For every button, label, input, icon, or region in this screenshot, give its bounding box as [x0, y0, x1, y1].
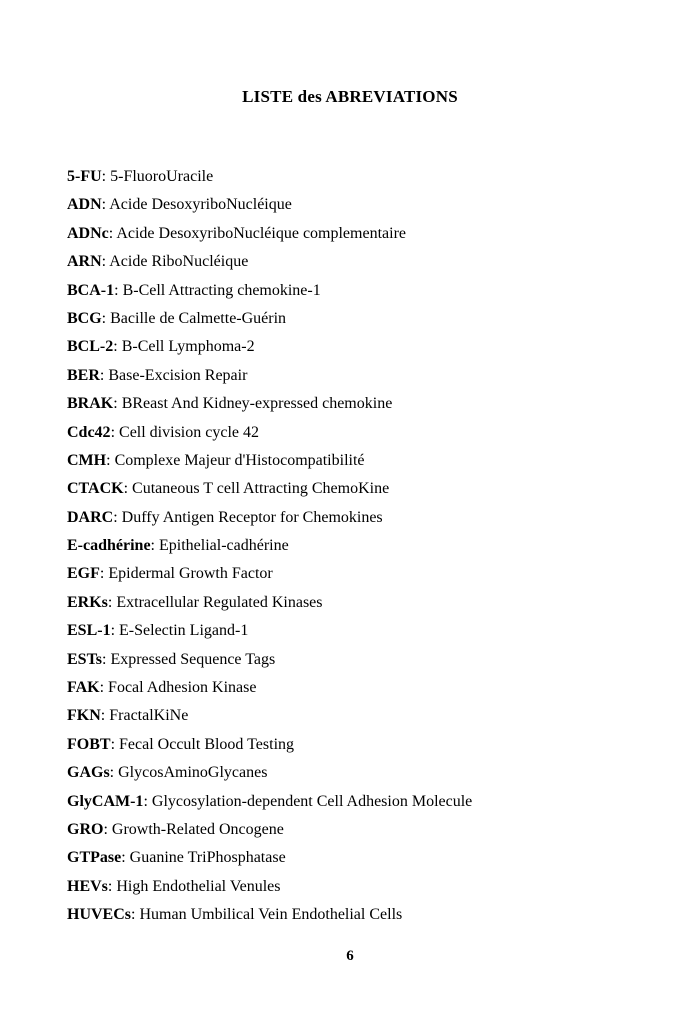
separator: : [131, 906, 140, 924]
separator: : [113, 508, 122, 526]
abbreviation-term: ARN [67, 253, 102, 271]
separator: : [108, 224, 117, 242]
abbreviation-entry [67, 220, 667, 248]
abbreviation-term: BCA-1 [67, 281, 115, 299]
abbreviation-definition: Guanine TriPhosphatase [129, 849, 286, 867]
abbreviation-entry [67, 560, 667, 588]
abbreviation-entry [67, 901, 667, 929]
abbreviation-entry [67, 447, 667, 475]
abbreviation-definition: Acide DesoxyriboNucléique [109, 196, 292, 214]
separator: : [106, 451, 115, 469]
abbreviation-entry [67, 674, 667, 702]
page-title: LISTE des ABREVIATIONS [242, 87, 458, 106]
separator: : [103, 820, 112, 838]
abbreviation-definition: Duffy Antigen Receptor for Chemokines [121, 508, 383, 526]
abbreviation-definition: Epithelial-cadhérine [159, 537, 289, 555]
abbreviation-entry [67, 873, 667, 901]
abbreviation-entry [67, 816, 667, 844]
abbreviation-definition: Human Umbilical Vein Endothelial Cells [139, 906, 403, 924]
separator: : [101, 196, 110, 214]
separator: : [110, 735, 120, 753]
page-number: 6 [346, 948, 354, 964]
abbreviation-entry [67, 305, 667, 333]
abbreviation-definition: Expressed Sequence Tags [110, 650, 276, 668]
abbreviation-term: GAGs [67, 764, 110, 782]
separator: : [100, 707, 110, 725]
abbreviation-entry [67, 277, 667, 305]
separator: : [150, 537, 159, 555]
abbreviation-entry [67, 163, 667, 191]
abbreviation-definition: Acide RiboNucléique [109, 253, 249, 271]
abbreviation-term: ESTs [67, 650, 102, 668]
separator: : [113, 338, 122, 356]
abbreviation-entry [67, 248, 667, 276]
abbreviation-term: FOBT [67, 735, 111, 753]
separator: : [99, 565, 109, 583]
abbreviation-term: FKN [67, 707, 101, 725]
abbreviation-term: Cdc42 [67, 423, 111, 441]
abbreviation-definition: Extracellular Regulated Kinases [116, 593, 323, 611]
abbreviation-definition: Acide DesoxyriboNucléique complementaire [116, 224, 406, 242]
abbreviation-term: ADNc [67, 224, 109, 242]
separator: : [107, 877, 117, 895]
separator: : [99, 366, 109, 384]
abbreviation-term: FAK [67, 679, 100, 697]
abbreviation-entry [67, 589, 667, 617]
abbreviation-term: CMH [67, 451, 107, 469]
abbreviation-definition: FractalKiNe [109, 707, 189, 725]
separator: : [110, 423, 120, 441]
abbreviation-definition: Growth-Related Oncogene [111, 820, 284, 838]
abbreviation-entry [67, 646, 667, 674]
separator: : [101, 309, 111, 327]
separator: : [101, 168, 111, 185]
abbreviation-entry [67, 333, 667, 361]
abbreviation-definition: GlycosAminoGlycanes [118, 764, 268, 782]
separator: : [102, 650, 111, 668]
abbreviation-term: EGF [67, 565, 100, 583]
abbreviation-term: GRO [67, 820, 104, 838]
abbreviation-definition: Complexe Majeur d'Histocompatibilité [114, 451, 365, 469]
abbreviation-term: ERKs [67, 593, 108, 611]
abbreviation-definition: Base-Excision Repair [108, 366, 248, 384]
abbreviation-definition: Fecal Occult Blood Testing [119, 735, 295, 753]
abbreviation-term: CTACK [67, 480, 124, 498]
abbreviation-term: GlyCAM-1 [67, 792, 144, 810]
abbreviation-definition: B-Cell Lymphoma-2 [121, 338, 255, 356]
abbreviation-term: DARC [67, 508, 114, 526]
abbreviation-term: 5-FU [67, 168, 102, 185]
separator: : [121, 849, 130, 867]
abbreviation-definition: Cutaneous T cell Attracting ChemoKine [132, 480, 390, 498]
separator: : [101, 253, 110, 271]
abbreviation-entry [67, 390, 667, 418]
separator: : [143, 792, 152, 810]
abbreviation-term: HUVECs [67, 906, 132, 924]
abbreviation-definition: Cell division cycle 42 [119, 423, 259, 441]
abbreviation-definition: Bacille de Calmette-Guérin [110, 309, 287, 327]
abbreviation-term: HEVs [67, 877, 108, 895]
abbreviation-entry [67, 504, 667, 532]
abbreviation-term: BCL-2 [67, 338, 114, 356]
separator: : [109, 764, 119, 782]
separator: : [113, 395, 122, 413]
separator: : [114, 281, 123, 299]
abbreviation-term: ADN [67, 196, 102, 214]
separator: : [99, 679, 109, 697]
abbreviation-definition: Glycosylation-dependent Cell Adhesion Molecule [151, 792, 473, 810]
abbreviation-term: GTPase [67, 849, 122, 867]
abbreviation-term: BRAK [67, 395, 114, 413]
abbreviation-entry [67, 731, 667, 759]
separator: : [110, 622, 120, 640]
abbreviation-definition: Epidermal Growth Factor [108, 565, 273, 583]
abbreviation-list [67, 163, 667, 930]
abbreviation-entry [67, 475, 667, 503]
abbreviation-definition: E-Selectin Ligand-1 [119, 622, 249, 640]
abbreviation-term: BER [67, 366, 100, 384]
abbreviation-term: BCG [67, 309, 102, 327]
separator: : [107, 593, 117, 611]
abbreviation-definition: High Endothelial Venules [116, 877, 281, 895]
abbreviation-term: ESL-1 [67, 622, 111, 640]
abbreviation-entry [67, 362, 667, 390]
abbreviation-entry [67, 419, 667, 447]
abbreviation-definition: B-Cell Attracting chemokine-1 [122, 281, 321, 299]
abbreviation-entry [67, 702, 667, 730]
abbreviation-entry [67, 532, 667, 560]
abbreviation-entry [67, 788, 667, 816]
abbreviation-definition: BReast And Kidney-expressed chemokine [121, 395, 393, 413]
separator: : [123, 480, 133, 498]
abbreviation-entry [67, 191, 667, 219]
abbreviation-entry [67, 844, 667, 872]
abbreviation-term: E-cadhérine [67, 537, 151, 555]
abbreviation-definition: 5-FluoroUracile [110, 168, 214, 185]
abbreviation-entry [67, 617, 667, 645]
abbreviation-definition: Focal Adhesion Kinase [108, 679, 257, 697]
abbreviation-entry [67, 759, 667, 787]
